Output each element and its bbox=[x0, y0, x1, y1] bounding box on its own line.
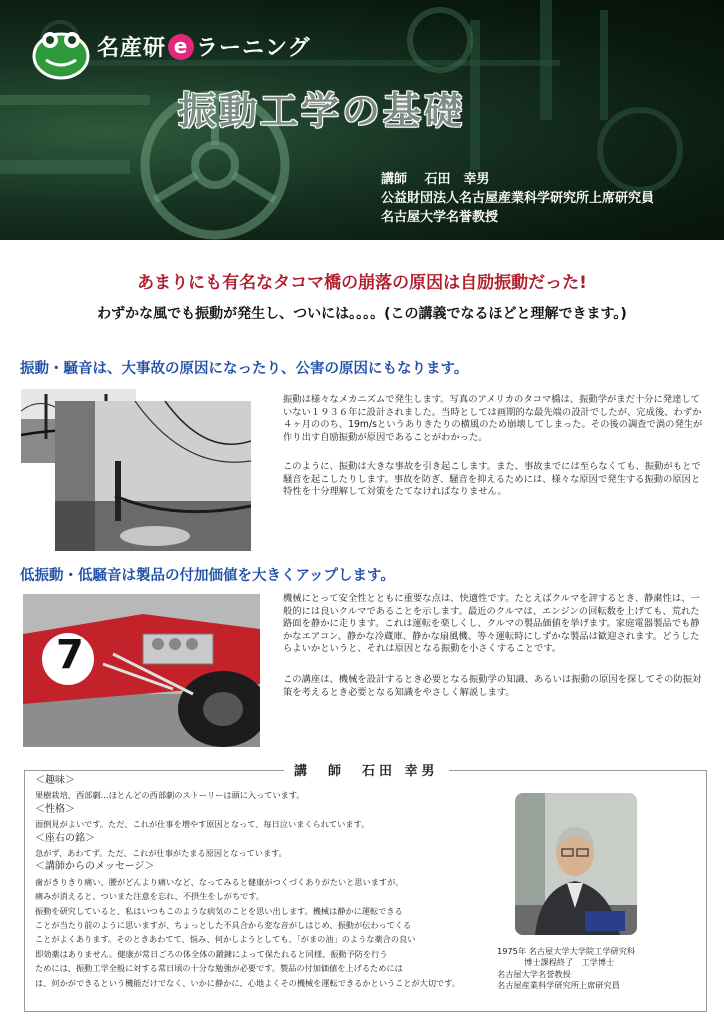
bridge-collapse-photo bbox=[55, 401, 251, 551]
profile-section-label: ＜講師からのメッセージ＞ bbox=[35, 861, 155, 873]
section2-paragraph2: この講座は、機械を設計するとき必要となる振動学の知識、あるいは振動の原因を探してその防振対策を考えるとき必要となる知識をやさしく解説します。 bbox=[283, 674, 702, 698]
profile-line: 歯がきりきり痛い、腰がどんより痛いなど、なってみると健康がつくづくありがたいと思いますが、 bbox=[35, 876, 404, 887]
profile-text bbox=[35, 774, 460, 990]
profile-line: ことが当たり前のように思いますが、ちょっとした不具合から変な音がしはじめ、振動が伝わってくる bbox=[35, 920, 412, 931]
profile-line: 即効薬はありません。健康が常日ごろの体全体の鍛錬によって保たれると同様、振動予防を行う bbox=[35, 948, 388, 959]
lecturer-info bbox=[381, 170, 654, 227]
section1-paragraph2: このように、振動は大きな事故を引き起こします。また、事故までには至らなくても、振動がもとで騒音を起こしたりします。事故を防ぎ、騒音を抑えるためには、様々な原因で発生する振動の原因と特性を十分理解して対策をたてなければなりません。 bbox=[283, 461, 701, 498]
profile-line: ためには、振動工学全般に対する常日頃の十分な勉強が必要です。製品の付加価値を上げるためには bbox=[35, 963, 403, 974]
profile-section-label: ＜座右の銘＞ bbox=[35, 832, 95, 844]
profile-line: ことがよくあります。そのときあわてて、悩み、何かしようとしても、「がまの油」のような薬合の良い bbox=[35, 934, 416, 945]
lecturer-title-2: 名古屋大学名誉教授 bbox=[381, 210, 499, 225]
section1-title: 振動・騒音は、大事故の原因になったり、公害の原因にもなります。 bbox=[20, 361, 469, 377]
headline: あまりにも有名なタコマ橋の崩落の原因は自励振動だった! bbox=[137, 273, 587, 293]
profile-title: 講 師 石田 幸男 bbox=[284, 760, 449, 779]
race-car-photo bbox=[23, 594, 260, 747]
section2-title: 低振動・低騒音は製品の付加価値を大きくアップします。 bbox=[20, 568, 395, 584]
profile-line: 振動を研究していると、私はいつもこのような病気のことを思い出します。機械は静かに運転できる bbox=[35, 905, 403, 916]
brand-name bbox=[97, 31, 311, 62]
lecturer-name: 講師 石田 幸男 bbox=[381, 172, 490, 187]
subheadline: わずかな風でも振動が発生し、ついには。。。。(この講義でなるほどと理解できます。) bbox=[97, 306, 627, 322]
header-banner bbox=[0, 0, 724, 240]
profile-section-label: ＜趣味＞ bbox=[35, 775, 75, 786]
page-title: 振動工学の基礎 bbox=[178, 89, 466, 133]
lecturer-bio bbox=[497, 946, 635, 991]
lecturer-title-1: 公益財団法人名古屋産業科学研究所上席研究員 bbox=[381, 191, 655, 206]
profile-line: 痛みが消えると、ついまた注意を忘れ、不摂生をしがちです。 bbox=[35, 891, 265, 902]
car-number: 7 bbox=[56, 632, 84, 678]
bio-line: 名古屋大学名誉教授 bbox=[497, 968, 571, 979]
profile-line: 面倒見がよいです。ただ、これが仕事を増やす原因となって、毎日泣いまくられています。 bbox=[35, 819, 370, 830]
e-mark-icon: e bbox=[168, 34, 194, 60]
profile-line: は、何かができるという機能だけでなく、いかに静かに、心地よくその機械を運転できるかということが大切です。 bbox=[35, 977, 460, 988]
bio-line: 名古屋産業科学研究所上席研究員 bbox=[497, 979, 620, 990]
profile-line: 急がず、あわてず。ただ、これが仕事がたまる原因となっています。 bbox=[35, 848, 287, 859]
section1-paragraph1: 振動は様々なメカニズムで発生します。写真のアメリカのタコマ橋は、振動学がまだ十分に発達していない１９３６年に設計されました。当時としては画期的な最先端の設計でしたが、完成後、わずか４ヶ月ののち、19m/sというありきたりの横風のため崩壊してしまった。その後の調査で渦の発生が作り出す自励振動が原因であることがわかった。 bbox=[283, 394, 703, 443]
section2-paragraph1: 機械にとって安全性とともに重要な点は、快適性です。たとえばクルマを評するとき、静粛性は、一般的には良いクルマであることを示します。最近のクルマは、エンジンの回転数を上げても、荒れた路面を静かに走ります。これは運転を楽しくし、クルマの製品価値を挙げます。家庭電器製品でも静かなエアコン、静かな冷蔵庫、静かな扇風機、等々運転時にしずかな製品は歓迎されます。どうしたらよいかというと、それは原因となる振動を小さくすることです。 bbox=[283, 593, 700, 655]
profile-section-label: ＜性格＞ bbox=[35, 803, 75, 815]
lecturer-portrait bbox=[515, 793, 637, 935]
brand-prefix: 名産研 bbox=[97, 36, 167, 61]
profile-line: 果樹栽培、西部劇…ほとんどの西部劇のストーリーは頭に入っています。 bbox=[35, 790, 305, 801]
bio-line: 博士課程終了 工学博士 bbox=[497, 957, 615, 968]
bridge-collapse-image bbox=[55, 401, 251, 551]
lecturer-portrait-image bbox=[515, 793, 637, 935]
bio-line: 1975年 名古屋大学大学院工学研究科 bbox=[497, 946, 636, 956]
brand-suffix: ラーニング bbox=[196, 36, 311, 61]
logo-icon bbox=[30, 26, 92, 80]
